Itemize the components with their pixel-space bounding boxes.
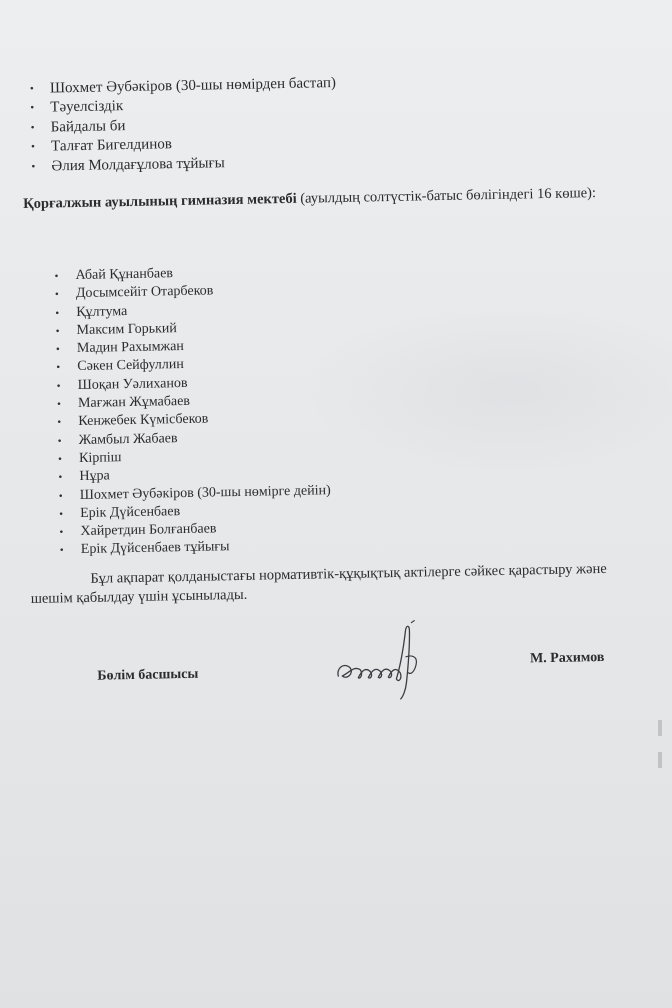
list-item: • Абай Құнанбаев	[75, 262, 326, 285]
closing-paragraph: Бұл ақпарат қолданыстағы нормативтік-құқықтық актілерге сәйкес қарастыру және шешім қабылдау үшін ұсынылады.	[30, 560, 607, 607]
list-item: • Мағжан Жұмабаев	[78, 390, 329, 413]
scan-edge-mark	[658, 752, 662, 768]
list-item: • Максим Горький	[76, 317, 327, 340]
list-item: • Әлия Молдағұлова тұйығы	[51, 152, 337, 177]
list-item: • Кірпіш	[79, 445, 330, 468]
list-item: • Сәкен Сейфуллин	[77, 354, 328, 377]
list-item: • Нұра	[79, 463, 330, 486]
list-item: • Ерік Дүйсенбаев тұйығы	[81, 537, 332, 560]
scan-edge-mark	[658, 720, 662, 736]
list-item: • Кенжебек Күмісбеков	[78, 409, 329, 432]
list-item: • Мадин Рахымжан	[77, 335, 328, 358]
list-item: • Байдалы би	[51, 113, 337, 138]
school-streets-list	[75, 262, 332, 560]
list-item: • Досымсейіт Отарбеков	[76, 281, 327, 304]
school-heading-rest: (ауылдың солтүстік-батыс бөлігіндегі 16 көше):	[296, 185, 597, 207]
streets-list-continued	[50, 74, 338, 177]
school-heading	[23, 184, 613, 214]
list-item: • Талғат Бигелдинов	[51, 132, 337, 157]
list-item: • Шохмет Әубәкіров (30-шы нөмірден бастап)	[50, 74, 336, 99]
list-item: • Шоқан Уәлиханов	[78, 372, 329, 395]
list-item: • Тәуелсіздік	[50, 93, 336, 118]
school-heading-bold: Қорғалжын ауылының гимназия мектебі	[23, 190, 297, 213]
signatory-name: М. Рахимов	[529, 649, 605, 667]
signatory-position: Бөлім басшысы	[97, 666, 199, 684]
list-item: • Ерік Дүйсенбаев	[80, 500, 331, 523]
list-item: • Хайретдин Болғанбаев	[80, 518, 331, 541]
list-item: • Құлтума	[76, 299, 327, 322]
list-item: • Шохмет Әубәкіров (30-шы нөмірге дейін)	[80, 482, 331, 505]
signature-image	[329, 616, 431, 704]
list-item: • Жамбыл Жабаев	[79, 427, 330, 450]
